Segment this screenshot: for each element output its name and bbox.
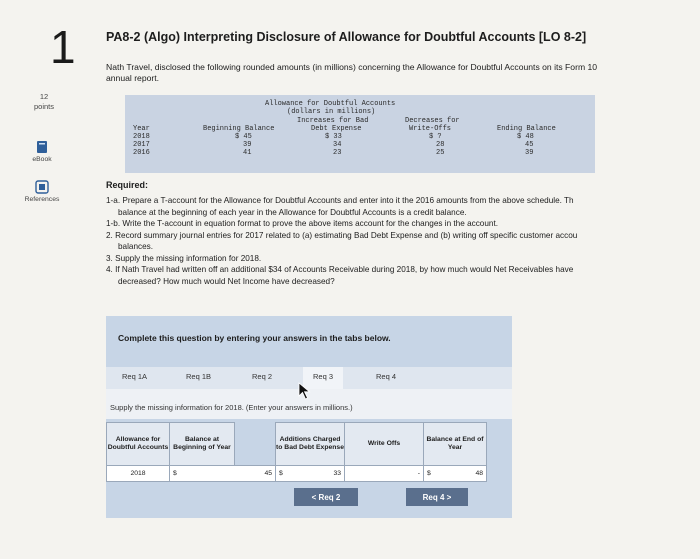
row-ending: $ 48	[517, 133, 534, 141]
minus-sign: -	[417, 470, 420, 477]
beginning-cell[interactable]	[170, 466, 276, 482]
prev-req-button[interactable]: < Req 2	[294, 488, 358, 506]
writeoffs-input[interactable]	[345, 466, 424, 482]
additions-value: 33	[333, 470, 341, 477]
row-year: 2018	[133, 133, 150, 141]
ending-value: 48	[475, 470, 483, 477]
schedule-subtitle: (dollars in millions)	[287, 108, 376, 116]
dollar-sign: $	[427, 470, 431, 477]
requirement-line: 1-a. Prepare a T-account for the Allowance for Doubtful Accounts and enter into it the 2016 amounts from the above schedule. Th	[106, 196, 574, 205]
row-beginning: 39	[243, 141, 252, 149]
row-beginning: $ 45	[235, 133, 252, 141]
row-beginning: 41	[243, 149, 252, 157]
header-ending: Ending Balance	[497, 125, 556, 133]
requirement-line: 1-b. Write the T-account in equation format to prove the above items account for the changes in the account.	[106, 219, 499, 228]
row-year: 2018	[130, 470, 146, 477]
ebook-label: eBook	[32, 156, 52, 163]
tab-req-2[interactable]: Req 2	[252, 372, 273, 381]
ebook-link[interactable]	[14, 140, 70, 163]
points-block	[20, 92, 68, 112]
requirement-line: 4. If Nath Travel had written off an additional $34 of Accounts Receivable during 2018, by how much would Net Receivables have	[106, 265, 574, 274]
tab-req-1a[interactable]: Req 1A	[122, 372, 148, 381]
complete-instruction: Complete this question by entering your answers in the tabs below.	[118, 333, 391, 343]
row-decreases: 28	[436, 141, 445, 149]
book-icon	[36, 140, 48, 154]
requirement-line: 3. Supply the missing information for 2018.	[106, 253, 262, 263]
requirement-line: balances.	[118, 242, 154, 251]
points-value: 12	[39, 92, 49, 101]
requirements-list	[106, 196, 700, 288]
required-label: Required:	[106, 180, 149, 190]
answer-table	[106, 422, 487, 482]
col-header-account: Allowance for Doubtful Accounts	[107, 423, 170, 466]
requirement-line: 2. Record summary journal entries for 2017 related to (a) estimating Bad Debt Expense and (b) writing off specific customer accou	[106, 230, 578, 240]
header-year: Year	[133, 125, 150, 133]
next-req-button[interactable]: Req 4 >	[406, 488, 468, 506]
allowance-schedule	[125, 95, 595, 173]
schedule-title: Allowance for Doubtful Accounts	[265, 100, 396, 108]
row-increases: $ 33	[325, 133, 342, 141]
header-decreases-top: Decreases for	[405, 117, 460, 125]
references-link[interactable]	[14, 180, 70, 203]
col-header-additions: Additions Charged to Bad Debt Expense	[276, 423, 345, 466]
header-beginning: Beginning Balance	[203, 125, 275, 133]
intro-line: Nath Travel, disclosed the following rounded amounts (in millions) concerning the Allowance for Doubtful Accounts on its Form 10	[106, 62, 598, 72]
references-icon	[35, 180, 49, 194]
dollar-sign: $	[279, 470, 283, 477]
row-year: 2016	[133, 149, 150, 157]
row-year: 2017	[133, 141, 150, 149]
beginning-value: 45	[264, 470, 272, 477]
tab-req-3[interactable]: Req 3	[303, 367, 343, 389]
intro-line: annual report.	[106, 73, 160, 83]
row-increases: 23	[333, 149, 342, 157]
col-header-ending: Balance at End of Year	[424, 423, 487, 466]
mouse-cursor-icon	[298, 382, 312, 400]
additions-cell[interactable]	[276, 466, 345, 482]
col-header-writeoffs: Write Offs	[345, 423, 424, 466]
tab-req-4[interactable]: Req 4	[376, 372, 397, 381]
dollar-sign: $	[173, 470, 177, 477]
header-increases-top: Increases for Bad	[297, 117, 369, 125]
header-decreases-bottom: Write-Offs	[409, 125, 452, 133]
requirement-line: decreased? How much would Net Income have decreased?	[118, 276, 335, 286]
col-header-beginning: Balance at Beginning of Year	[170, 423, 235, 466]
references-label: References	[24, 196, 60, 203]
ending-cell[interactable]	[424, 466, 487, 482]
question-intro	[106, 62, 698, 84]
row-decreases: $ ?	[429, 133, 442, 141]
question-title: PA8-2 (Algo) Interpreting Disclosure of Allowance for Doubtful Accounts [LO 8-2]	[106, 30, 587, 44]
tab-req-1b[interactable]: Req 1B	[186, 372, 212, 381]
question-number: 1	[50, 21, 76, 73]
points-label: points	[33, 102, 54, 111]
requirement-line: balance at the beginning of each year in the Allowance for Doubtful Accounts is a credit balance.	[118, 207, 467, 217]
header-increases-bottom: Debt Expense	[311, 125, 362, 133]
row-ending: 39	[525, 149, 534, 157]
row-ending: 45	[525, 141, 534, 149]
row-increases: 34	[333, 141, 342, 149]
spacer	[235, 423, 276, 466]
row-decreases: 25	[436, 149, 445, 157]
instruction-text: Supply the missing information for 2018. (Enter your answers in millions.)	[110, 403, 353, 412]
row-year-cell	[107, 466, 170, 482]
